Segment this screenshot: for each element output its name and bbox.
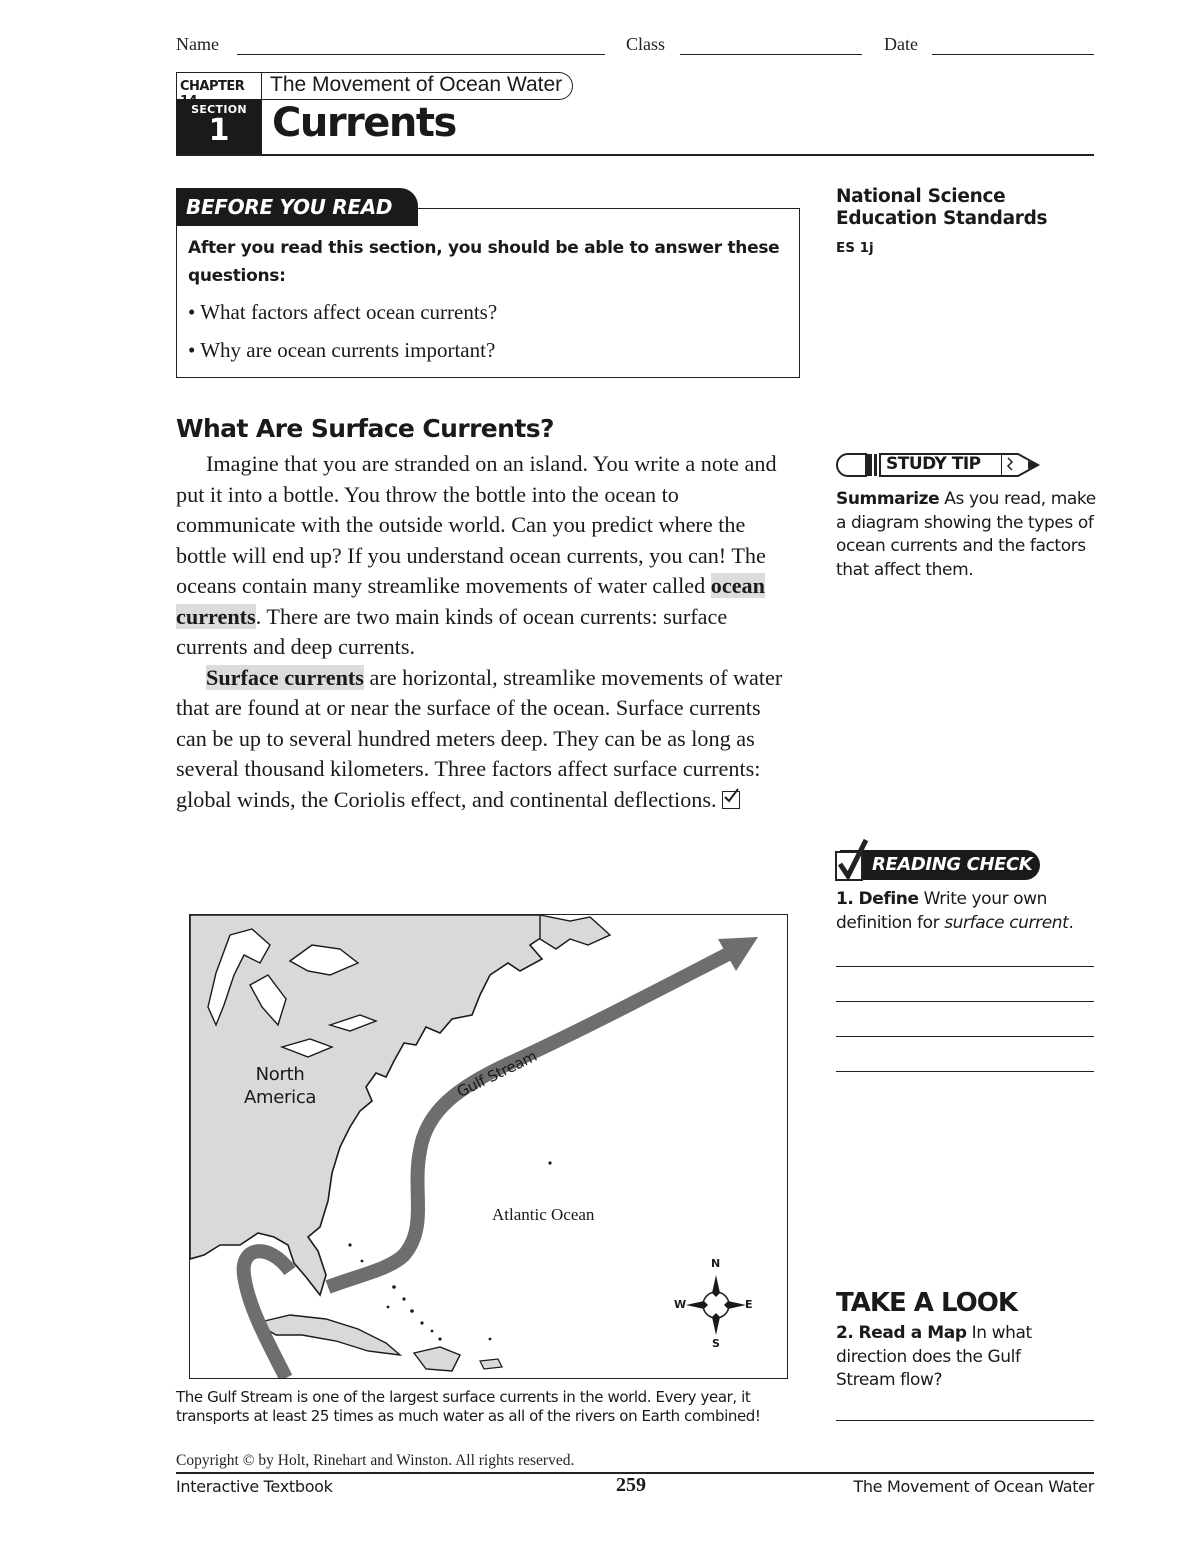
reading-check-heading: READING CHECK — [840, 850, 1040, 880]
before-you-read-heading: BEFORE YOU READ — [176, 188, 418, 226]
text-run: are horizontal, streamlike movements of water that are found at or near the surface of the ocean. Surface currents can be up to several hundred meters deep. They can be as long as several thousand kilometers. Three factors affect surface currents: global winds, the Coriolis effect, and continental deflections. — [176, 664, 783, 812]
gulf-stream-map — [189, 914, 788, 1379]
take-a-look-text — [836, 1322, 1056, 1393]
study-tip-badge — [836, 452, 1046, 482]
page-title: Currents — [272, 100, 456, 146]
answer-line[interactable] — [836, 966, 1094, 967]
answer-line[interactable] — [836, 1001, 1094, 1002]
tip-body: As you read, make a diagram showing the types of ocean currents and the factors that affect them. — [836, 489, 1096, 580]
question-item: • What factors affect ocean currents? — [188, 300, 498, 324]
question-item: • Why are ocean currents important? — [188, 338, 496, 362]
copyright: Copyright © by Holt, Rinehart and Winston. All rights reserved. — [176, 1452, 575, 1469]
maritimes-land — [540, 915, 610, 949]
question-number: 2. — [836, 1323, 854, 1343]
date-label: Date — [884, 34, 918, 54]
checkbox-icon — [722, 791, 740, 809]
tip-term: Summarize — [836, 489, 940, 509]
ocean-label: Atlantic Ocean — [492, 1205, 595, 1224]
name-label: Name — [176, 34, 219, 54]
compass-n: N — [711, 1257, 721, 1270]
class-field[interactable] — [680, 54, 862, 55]
paragraph — [176, 663, 792, 816]
body-text — [176, 449, 792, 815]
continent-label — [244, 1063, 316, 1109]
chapter-tag: CHAPTER — [180, 79, 245, 94]
map-graphic — [190, 915, 787, 1378]
compass-rose-icon — [686, 1275, 746, 1335]
chapter-title: The Movement of Ocean Water — [262, 72, 573, 100]
text-run: . There are two main kinds of ocean currents: surface currents and deep currents. — [176, 603, 728, 659]
standards-heading-line: Education Standards — [836, 208, 1048, 229]
study-tip-text — [836, 488, 1098, 582]
current-label: Gulf Stream — [454, 1046, 540, 1101]
section-number: 1 — [208, 113, 230, 148]
question-number: 1. — [836, 889, 854, 909]
section-word: SECTION — [191, 103, 247, 116]
continent-label-line: North — [255, 1064, 305, 1085]
question-emphasis: surface current — [944, 912, 1069, 933]
reading-check-text — [836, 888, 1098, 935]
page-number: 259 — [616, 1474, 646, 1496]
answer-line[interactable] — [836, 1420, 1094, 1421]
standards-heading — [836, 186, 1047, 230]
before-you-read-intro: After you read this section, you should be able to answer these questions: — [188, 238, 780, 286]
answer-line[interactable] — [836, 1036, 1094, 1037]
study-tip-label: STUDY TIP — [886, 454, 981, 474]
compass-e: E — [745, 1298, 753, 1311]
chapter-tag-box — [176, 72, 262, 100]
footer-left: Interactive Textbook — [176, 1477, 333, 1496]
take-a-look-heading: TAKE A LOOK — [836, 1288, 1017, 1318]
paragraph — [176, 449, 792, 663]
continent-label-line: America — [244, 1087, 317, 1108]
question-body: . — [1068, 912, 1074, 933]
loop-current — [244, 1251, 290, 1378]
answer-line[interactable] — [836, 1071, 1094, 1072]
question-text: Why are ocean currents important? — [200, 338, 496, 362]
footer-right: The Movement of Ocean Water — [853, 1477, 1094, 1496]
checkmark-icon — [834, 838, 868, 886]
question-term: Define — [858, 889, 919, 909]
compass-s: S — [712, 1337, 720, 1350]
text-run: Imagine that you are stranded on an island. You write a note and put it into a bottle. You throw the bottle into the ocean to communicate with the outside world. Can you predict where the bottle will end up? If you understand ocean currents, you can! The oceans contain many streamlike movements of water called — [176, 451, 777, 598]
header-rule — [176, 154, 1094, 156]
compass-w: W — [674, 1298, 687, 1311]
class-label: Class — [626, 34, 666, 54]
map-caption: The Gulf Stream is one of the largest surface currents in the world. Every year, it transports at least 25 times as much water as all of the rivers on Earth combined! — [176, 1388, 761, 1425]
section-block — [176, 99, 262, 155]
question-text: What factors affect ocean currents? — [200, 300, 498, 324]
section-heading: What Are Surface Currents? — [176, 414, 554, 443]
name-field[interactable] — [237, 54, 605, 55]
standards-heading-line: National Science — [836, 186, 1006, 207]
date-field[interactable] — [932, 54, 1094, 55]
standards-code: ES 1j — [836, 240, 874, 256]
key-term: ocean currents — [176, 573, 765, 629]
question-body: In what direction does the Gulf Stream flow? — [836, 1323, 1032, 1390]
question-body: Write your own definition for — [836, 889, 1048, 933]
key-term: Surface currents — [206, 664, 364, 690]
question-term: Read a Map — [858, 1323, 967, 1343]
